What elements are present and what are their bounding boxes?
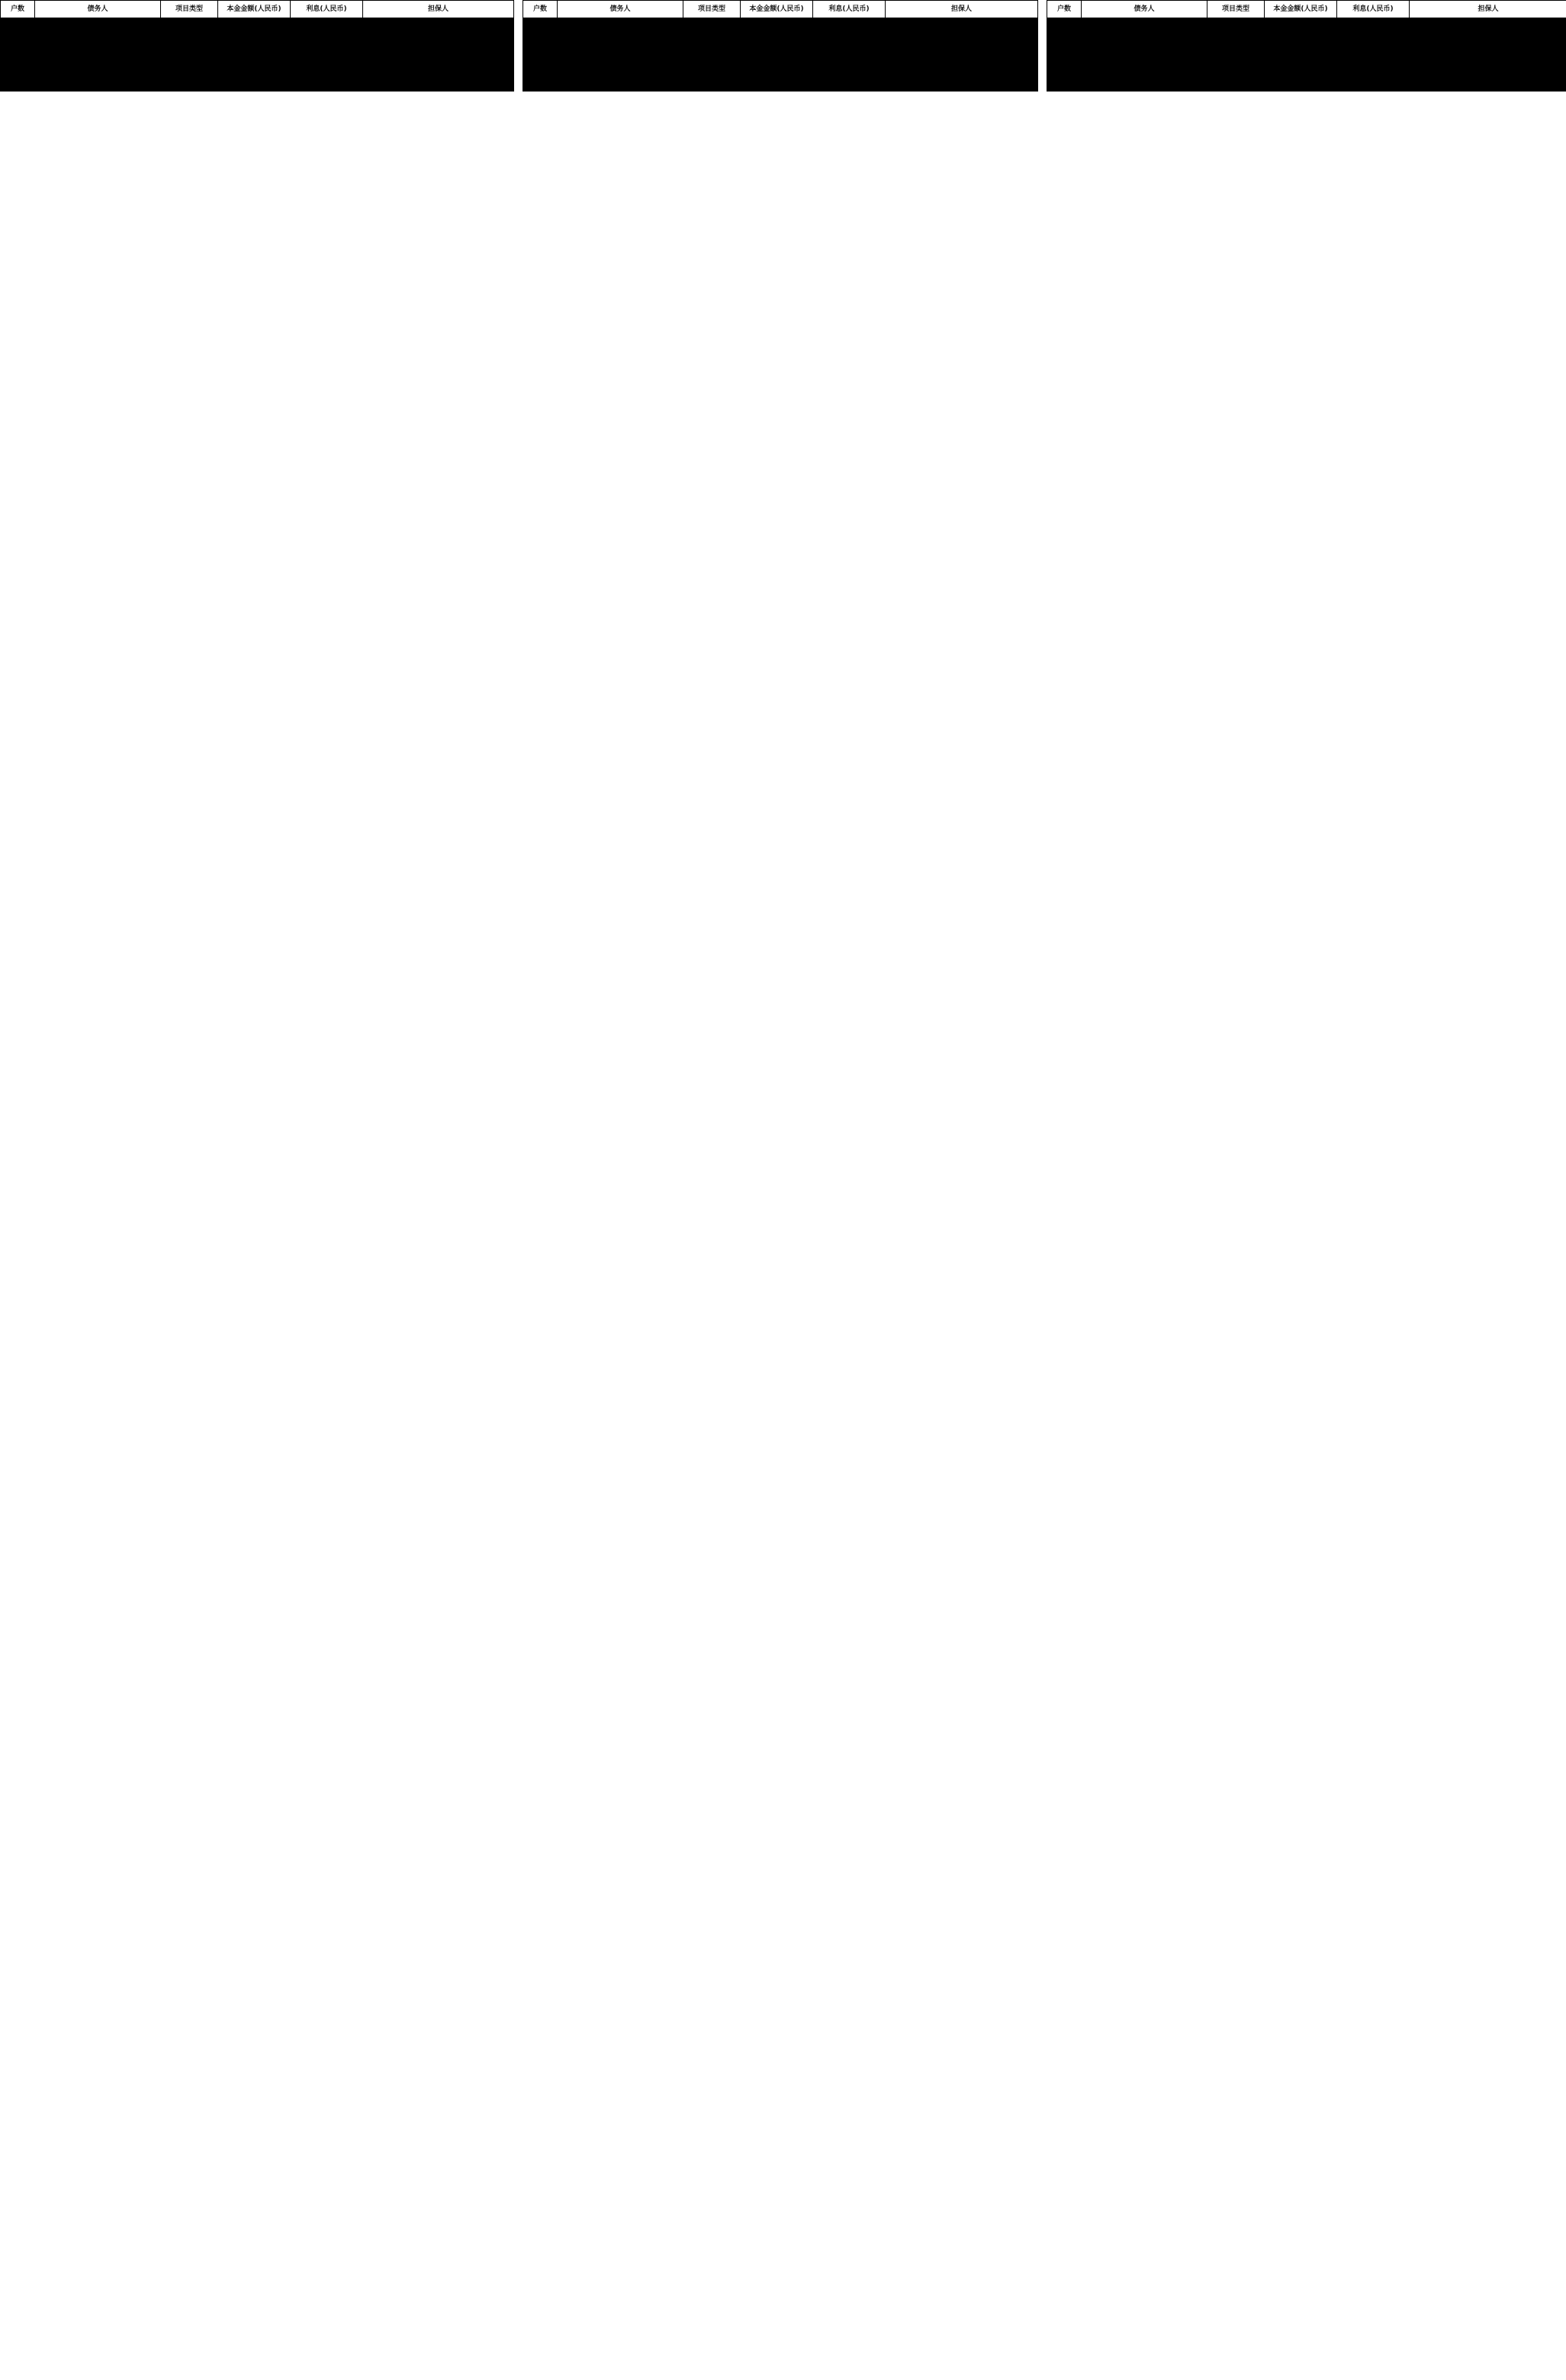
table-header-row bbox=[523, 1, 1037, 18]
column-project-type-header: 项目类型 bbox=[160, 1, 217, 18]
column-principal-header: 本金金额(人民币) bbox=[1264, 1, 1336, 18]
table-row bbox=[1047, 90, 1566, 91]
column-guarantor-header: 担保人 bbox=[885, 1, 1037, 18]
table-row bbox=[523, 90, 1037, 91]
column-debtor-header: 债务人 bbox=[34, 1, 160, 18]
column-principal-header: 本金金额(人民币) bbox=[217, 1, 290, 18]
column-debtor-header: 债务人 bbox=[1081, 1, 1207, 18]
table-header-row bbox=[1, 1, 513, 18]
debt-table-panel-2 bbox=[523, 0, 1038, 92]
table-header-row bbox=[1047, 1, 1566, 18]
column-interest-header: 利息(人民币) bbox=[812, 1, 885, 18]
table-row bbox=[1, 90, 513, 91]
column-interest-header: 利息(人民币) bbox=[290, 1, 362, 18]
column-project-type-header: 项目类型 bbox=[683, 1, 740, 18]
debt-table-panel-1 bbox=[0, 0, 514, 92]
column-debtor-header: 债务人 bbox=[557, 1, 683, 18]
debt-table-panel-3 bbox=[1047, 0, 1566, 92]
column-project-type-header: 项目类型 bbox=[1207, 1, 1264, 18]
column-household-no-header: 户数 bbox=[532, 5, 547, 13]
column-household-no-header: 户数 bbox=[1056, 5, 1071, 13]
column-guarantor-header: 担保人 bbox=[1409, 1, 1566, 18]
column-guarantor-header: 担保人 bbox=[362, 1, 513, 18]
column-household-no-header: 户数 bbox=[10, 5, 24, 13]
column-principal-header: 本金金额(人民币) bbox=[740, 1, 812, 18]
column-interest-header: 利息(人民币) bbox=[1336, 1, 1409, 18]
